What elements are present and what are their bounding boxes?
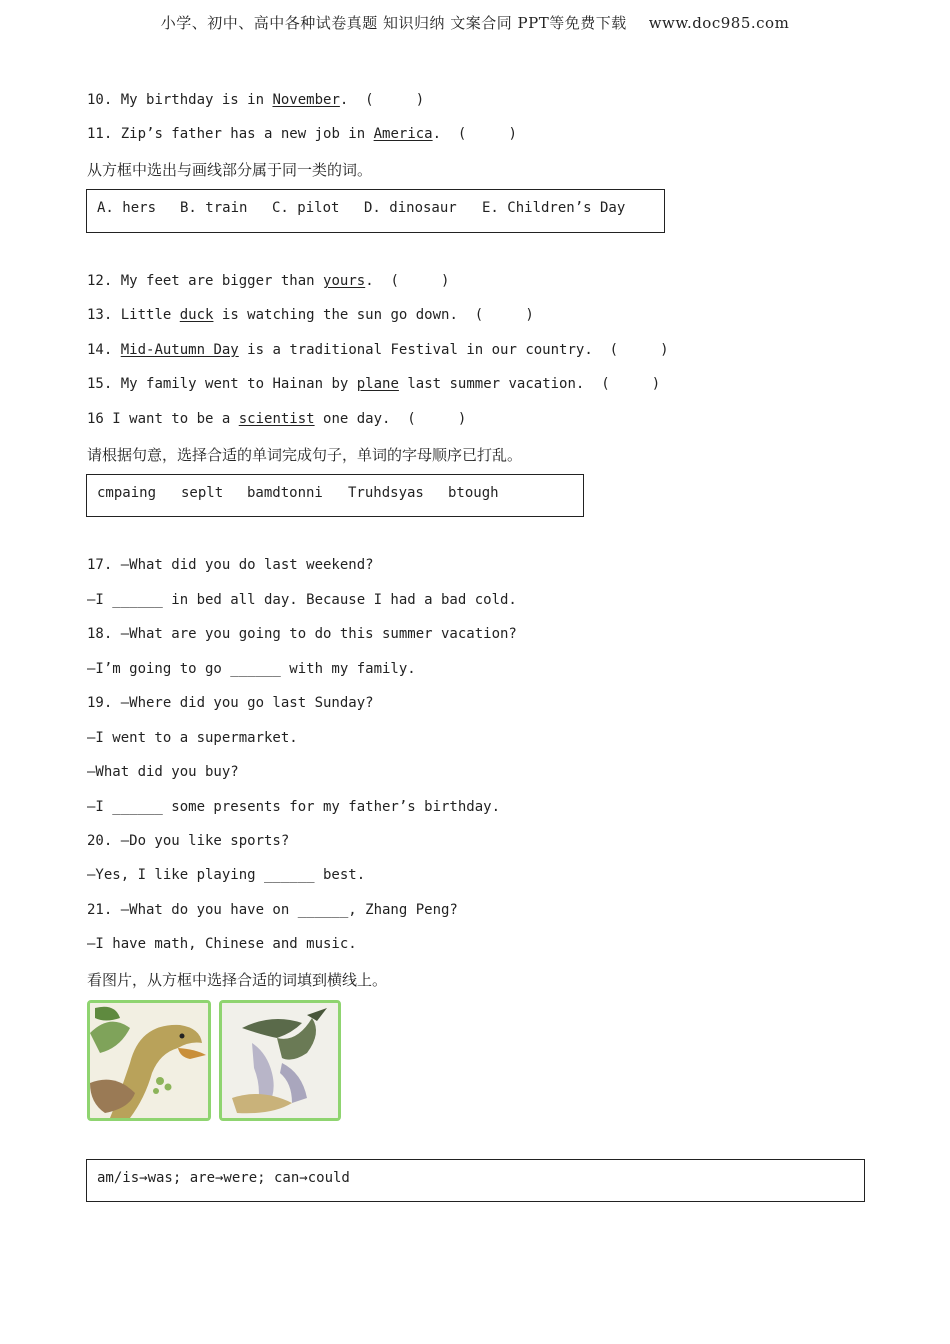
dialogue-line: —I have math, Chinese and music. — [87, 936, 357, 952]
option-d: D. dinosaur — [364, 200, 457, 216]
question-10: 10. My birthday is in November. ( ) — [87, 92, 425, 108]
instruction-4: 看图片，从方框中选择合适的词填到横线上。 — [87, 971, 388, 989]
option-box-1 — [86, 189, 665, 233]
grammar-box — [86, 1159, 865, 1202]
scrambled-word: seplt — [181, 485, 224, 501]
option-b: B. train — [180, 200, 248, 216]
instruction-2: 从方框中选出与画线部分属于同一类的词。 — [87, 161, 373, 179]
dialogue-line: 17. —What did you do last weekend? — [87, 557, 374, 573]
dinosaur-picture-2 — [219, 1000, 341, 1121]
dialogue-line: —I ______ some presents for my father’s birthday. — [87, 799, 501, 815]
question-13: 13. Little duck is watching the sun go down. ( ) — [87, 307, 534, 323]
instruction-3: 请根据句意，选择合适的单词完成句子，单词的字母顺序已打乱。 — [87, 446, 523, 464]
dialogue-line: 20. —Do you like sports? — [87, 833, 290, 849]
question-11: 11. Zip’s father has a new job in America. ( ) — [87, 126, 517, 142]
flying-dinosaur-icon — [222, 1003, 338, 1118]
question-12: 12. My feet are bigger than yours. ( ) — [87, 273, 450, 289]
option-a: A. hers — [97, 200, 157, 216]
dialogue-line: —Yes, I like playing ______ best. — [87, 867, 366, 883]
question-15: 15. My family went to Hainan by plane last summer vacation. ( ) — [87, 376, 661, 392]
dinosaur-eating-icon — [90, 1003, 208, 1118]
scrambled-word: Truhdsyas — [348, 485, 424, 501]
dialogue-line: 19. —Where did you go last Sunday? — [87, 695, 374, 711]
dialogue-line: 21. —What do you have on ______, Zhang Peng? — [87, 902, 458, 918]
dialogue-line: 18. —What are you going to do this summer vacation? — [87, 626, 517, 642]
dialogue-line: —I’m going to go ______ with my family. — [87, 661, 416, 677]
dialogue-line: —I ______ in bed all day. Because I had a bad cold. — [87, 592, 517, 608]
option-c: C. pilot — [272, 200, 340, 216]
scrambled-word: bamdtonni — [247, 485, 323, 501]
grammar-rules: am/is→was; are→were; can→could — [97, 1170, 350, 1186]
page-header — [0, 12, 950, 33]
dialogue-line: —I went to a supermarket. — [87, 730, 298, 746]
dialogue-line: —What did you buy? — [87, 764, 239, 780]
word-box — [86, 474, 584, 517]
question-16: 16 I want to be a scientist one day. ( ) — [87, 411, 467, 427]
scrambled-word: cmpaing — [97, 485, 157, 501]
scrambled-word: btough — [448, 485, 499, 501]
option-e: E. Children’s Day — [482, 200, 626, 216]
header-title: 小学、初中、高中各种试卷真题 知识归纳 文案合同 PPT等免费下载 — [160, 14, 627, 32]
header-site: www.doc985.com — [648, 14, 790, 32]
question-14: 14. Mid-Autumn Day is a traditional Festival in our country. ( ) — [87, 342, 669, 358]
dinosaur-picture-1 — [87, 1000, 211, 1121]
